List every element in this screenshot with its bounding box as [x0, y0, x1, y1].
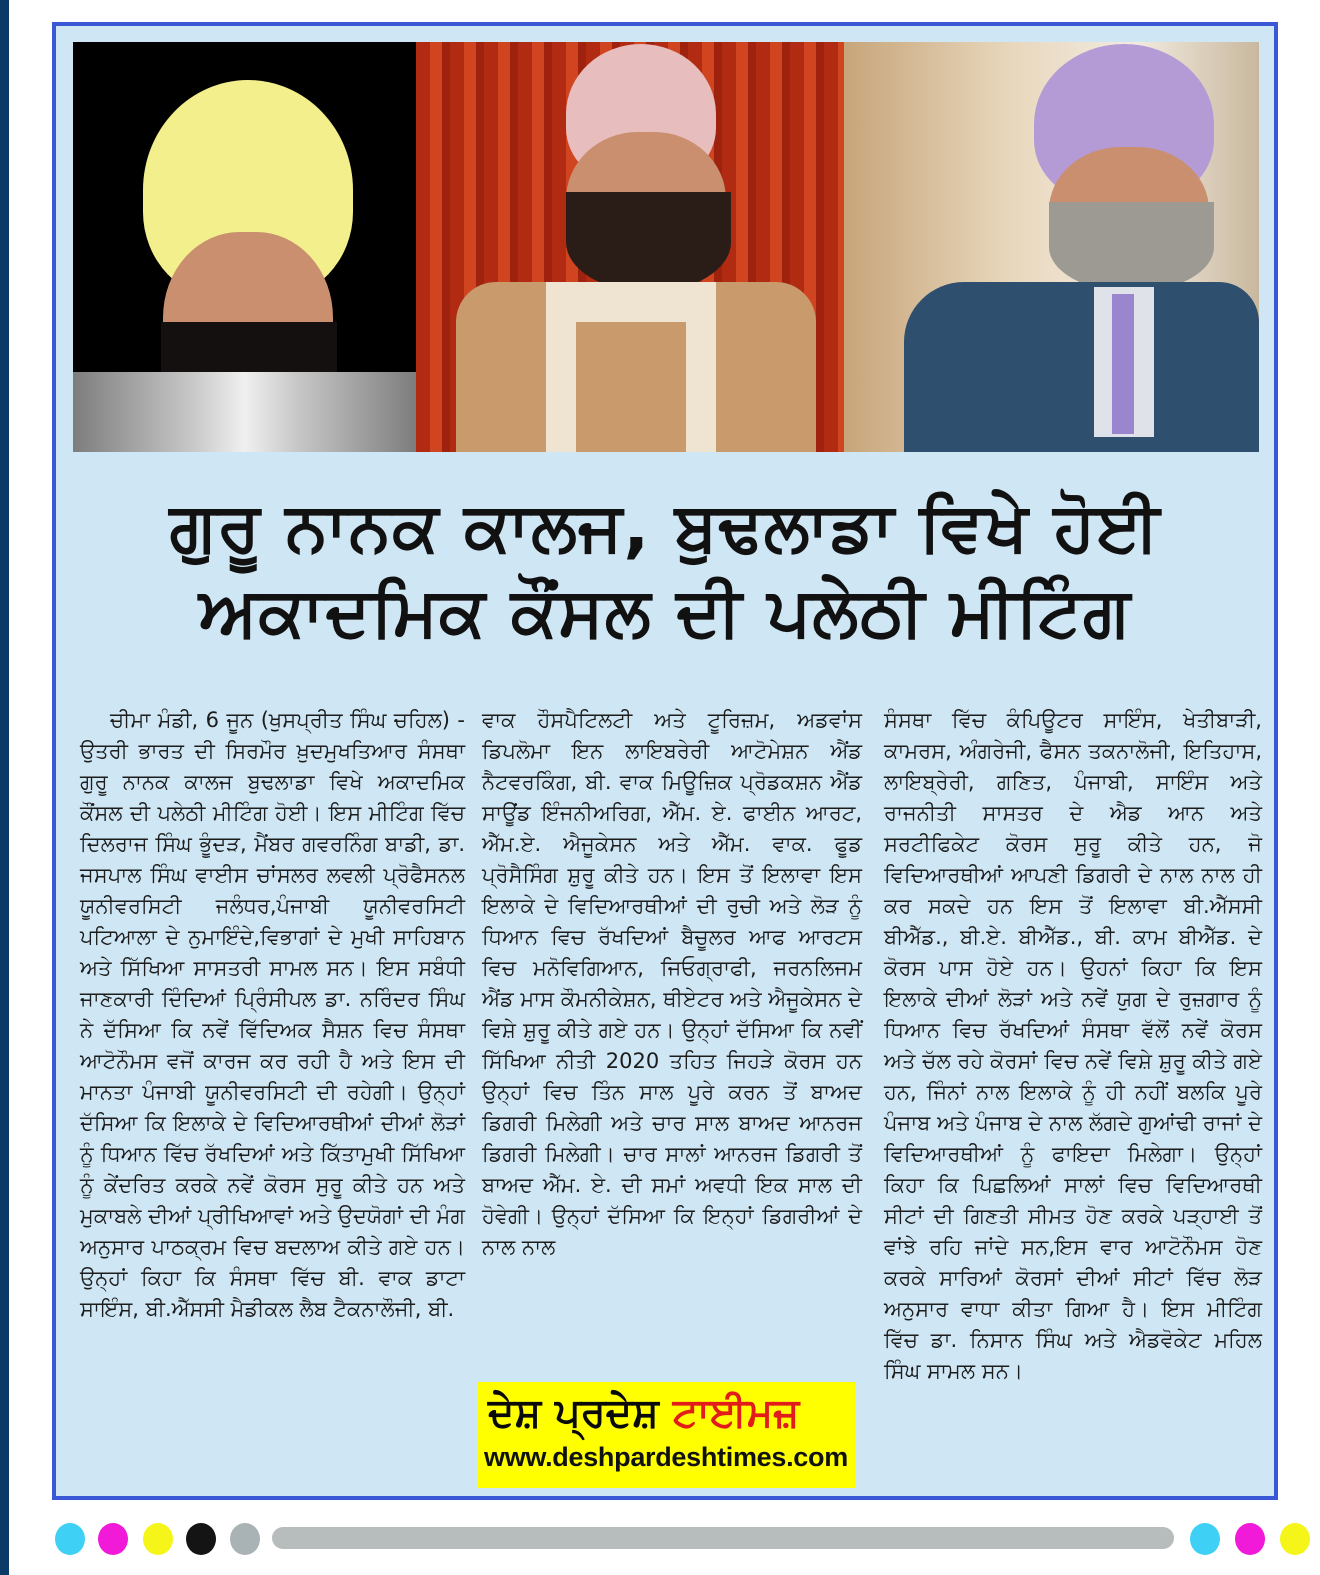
article-column-3 [884, 705, 1262, 1387]
registration-dot-cyan-right [1190, 1523, 1220, 1555]
registration-dot-yellow-right [1280, 1523, 1310, 1555]
logo-url: www.deshpardeshtimes.com [484, 1442, 848, 1472]
column-3-body: ਸੰਸਥਾ ਵਿੱਚ ਕੰਪਿਊਟਰ ਸਾਇੰਸ, ਖੇਤੀਬਾੜੀ, ਕਾਮਰਸ, ਅੰਗਰੇਜੀ, ਫੈਸਨ ਤਕਨਾਲੋਜੀ, ਇਤਿਹਾਸ, ਲਾਇਬ੍ਰੇਰੀ, ਗਣਿਤ, ਪੰਜਾਬੀ, ਸਾਇੰਸ ਅਤੇ ਰਾਜਨੀਤੀ ਸਾਸਤਰ ਦੇ ਐਡ ਆਨ ਅਤੇ ਸਰਟੀਫਿਕੇਟ ਕੋਰਸ ਸੁਰੂ ਕੀਤੇ ਹਨ, ਜੋ ਵਿਦਿਆਰਥੀਆਂ ਆਪਣੀ ਡਿਗਰੀ ਦੇ ਨਾਲ ਨਾਲ ਹੀ ਕਰ ਸਕਦੇ ਹਨ ਇਸ ਤੋਂ ਇਲਾਵਾ ਬੀ.ਐੱਸਸੀ ਬੀਐੱਡ., ਬੀ.ਏ. ਬੀਐੱਡ., ਬੀ. ਕਾਮ ਬੀਐੱਡ. ਦੇ ਕੋਰਸ ਪਾਸ ਹੋਏ ਹਨ। ਉਹਨਾਂ ਕਿਹਾ ਕਿ ਇਸ ਇਲਾਕੇ ਦੀਆਂ ਲੋੜਾਂ ਅਤੇ ਨਵੇਂ ਯੁਗ ਦੇ ਰੁਜ਼ਗਾਰ ਨੂੰ ਧਿਆਨ ਵਿਚ ਰੱਖਦਿਆਂ ਸੰਸਥਾ ਵੱਲੋਂ ਨਵੇਂ ਕੋਰਸ ਅਤੇ ਚੱਲ ਰਹੇ ਕੋਰਸਾਂ ਵਿਚ ਨਵੇਂ ਵਿਸ਼ੇ ਸ਼ੁਰੂ ਕੀਤੇ ਗਏ ਹਨ, ਜਿੰਨਾਂ ਨਾਲ ਇਲਾਕੇ ਨੂੰ ਹੀ ਨਹੀਂ ਬਲਕਿ ਪੂਰੇ ਪੰਜਾਬ ਅਤੇ ਪੰਜਾਬ ਦੇ ਨਾਲ ਲੱਗਦੇ ਗੁਆਂਢੀ ਰਾਜਾਂ ਦੇ ਵਿਦਿਆਰਥੀਆਂ ਨੂੰ ਫਾਇਦਾ ਮਿਲੇਗਾ। ਉਨ੍ਹਾਂ ਕਿਹਾ ਕਿ ਪਿਛਲਿਆਂ ਸਾਲਾਂ ਵਿਚ ਵਿਦਿਆਰਥੀ ਸੀਟਾਂ ਦੀ ਗਿਣਤੀ ਸੀਮਤ ਹੋਣ ਕਰਕੇ ਪੜ੍ਹਾਈ ਤੋਂ ਵਾਂਝੇ ਰਹਿ ਜਾਂਦੇ ਸਨ,ਇਸ ਵਾਰ ਆਟੋਨੌਮਸ ਹੋਣ ਕਰਕੇ ਸਾਰਿਆਂ ਕੋਰਸਾਂ ਦੀਆਂ ਸੀਟਾਂ ਵਿੱਚ ਲੋੜ ਅਨੁਸਾਰ ਵਾਧਾ ਕੀਤਾ ਗਿਆ ਹੈ। ਇਸ ਮੀਟਿੰਗ ਵਿੱਚ ਡਾ. ਨਿਸਾਨ ਸਿੰਘ ਅਤੇ ਐਡਵੋਕੇਟ ਮਹਿਲ ਸਿੰਘ ਸਾਮਲ ਸਨ। [884, 708, 1262, 1383]
registration-dot-yellow [143, 1523, 173, 1555]
column-2-body: ਵਾਕ ਹੌਸਪੈਟਿਲਟੀ ਅਤੇ ਟੂਰਿਜ਼ਮ, ਅਡਵਾਂਸ ਡਿਪਲੋਮਾ ਇਨ ਲਾਇਬਰੇਰੀ ਆਟੋਮੇਸ਼ਨ ਐਂਡ ਨੈਟਵਰਕਿੰਗ, ਬੀ. ਵਾਕ ਮਿਊਜ਼ਿਕ ਪ੍ਰੋਡਕਸ਼ਨ ਐਂਡ ਸਾਊਂਡ ਇੰਜਨੀਅਰਿਗ, ਐੱਮ. ਏ. ਫਾਈਨ ਆਰਟ, ਐੱਮ.ਏ. ਐਜੂਕੇਸਨ ਅਤੇ ਐੱਮ. ਵਾਕ. ਫੂਡ ਪ੍ਰੋਸੈਸਿੰਗ ਸ਼ੁਰੂ ਕੀਤੇ ਹਨ। ਇਸ ਤੋਂ ਇਲਾਵਾ ਇਸ ਇਲਾਕੇ ਦੇ ਵਿਦਿਆਰਥੀਆਂ ਦੀ ਰੁਚੀ ਅਤੇ ਲੋੜ ਨੂੰ ਧਿਆਨ ਵਿਚ ਰੱਖਦਿਆਂ ਬੈਚੂਲਰ ਆਫ ਆਰਟਸ ਵਿਚ ਮਨੋਵਿਗਿਆਨ, ਜਿਓਗ੍ਰਾਫੀ, ਜਰਨਲਿਜਮ ਐਂਡ ਮਾਸ ਕੌਮਨੀਕੇਸ਼ਨ, ਥੀਏਟਰ ਅਤੇ ਐਜੂਕੇਸਨ ਦੇ ਵਿਸ਼ੇ ਸ਼ੁਰੂ ਕੀਤੇ ਗਏ ਹਨ। ਉਨ੍ਹਾਂ ਦੱਸਿਆ ਕਿ ਨਵੀਂ ਸਿੱਖਿਆ ਨੀਤੀ 2020 ਤਹਿਤ ਜਿਹੜੇ ਕੋਰਸ ਹਨ ਉਨ੍ਹਾਂ ਵਿਚ ਤਿੰਨ ਸਾਲ ਪੂਰੇ ਕਰਨ ਤੋਂ ਬਾਅਦ ਡਿਗਰੀ ਮਿਲੇਗੀ ਅਤੇ ਚਾਰ ਸਾਲ ਬਾਅਦ ਆਨਰਜ ਡਿਗਰੀ ਮਿਲੇਗੀ। ਚਾਰ ਸਾਲਾਂ ਆਨਰਜ ਡਿਗਰੀ ਤੋਂ ਬਾਅਦ ਐੱਮ. ਏ. ਦੀ ਸਮਾਂ ਅਵਧੀ ਇਕ ਸਾਲ ਦੀ ਹੋਵੇਗੀ। ਉਨ੍ਹਾਂ ਦੱਸਿਆ ਕਿ ਇਨ੍ਹਾਂ ਡਿਗਰੀਆਂ ਦੇ ਨਾਲ ਨਾਲ [482, 708, 862, 1259]
headline [60, 488, 1270, 658]
column-1-body: ਉਤਰੀ ਭਾਰਤ ਦੀ ਸਿਰਮੌਰ ਖ਼ੁਦਮੁਖਤਿਆਰ ਸੰਸਥਾ ਗੁਰੂ ਨਾਨਕ ਕਾਲਜ ਬੁਢਲਾਡਾ ਵਿਖੇ ਅਕਾਦਮਿਕ ਕੌਂਸਲ ਦੀ ਪਲੇਠੀ ਮੀਟਿੰਗ ਹੋਈ। ਇਸ ਮੀਟਿੰਗ ਵਿੱਚ ਦਿਲਰਾਜ ਸਿੰਘ ਭੂੰਦੜ, ਮੈਂਬਰ ਗਵਰਨਿੰਗ ਬਾਡੀ, ਡਾ. ਜਸਪਾਲ ਸਿੰਘ ਵਾਈਸ ਚਾਂਸਲਰ ਲਵਲੀ ਪ੍ਰੋਫੈਸਨਲ ਯੂਨੀਵਰਸਿਟੀ ਜਲੰਧਰ,ਪੰਜਾਬੀ ਯੂਨੀਵਰਸਿਟੀ ਪਟਿਆਲਾ ਦੇ ਨੁਮਾਇੰਦੇ,ਵਿਭਾਗਾਂ ਦੇ ਮੁਖੀ ਸਾਹਿਬਾਨ ਅਤੇ ਸਿੱਖਿਆ ਸਾਸਤਰੀ ਸਾਮਲ ਸਨ। ਇਸ ਸਬੰਧੀ ਜਾਣਕਾਰੀ ਦਿੰਦਿਆਂ ਪ੍ਰਿੰਸੀਪਲ ਡਾ. ਨਰਿੰਦਰ ਸਿੰਘ ਨੇ ਦੱਸਿਆ ਕਿ ਨਵੇਂ ਵਿੱਦਿਅਕ ਸੈਸ਼ਨ ਵਿਚ ਸੰਸਥਾ ਆਟੋਨੌਮਸ ਵਜੋਂ ਕਾਰਜ ਕਰ ਰਹੀ ਹੈ ਅਤੇ ਇਸ ਦੀ ਮਾਨਤਾ ਪੰਜਾਬੀ ਯੂਨੀਵਰਸਿਟੀ ਦੀ ਰਹੇਗੀ। ਉਨ੍ਹਾਂ ਦੱਸਿਆ ਕਿ ਇਲਾਕੇ ਦੇ ਵਿਦਿਆਰਥੀਆਂ ਦੀਆਂ ਲੋੜਾਂ ਨੂੰ ਧਿਆਨ ਵਿੱਚ ਰੱਖਦਿਆਂ ਅਤੇ ਕਿੱਤਾਮੁਖੀ ਸਿੱਖਿਆ ਨੂੰ ਕੇਂਦਰਿਤ ਕਰਕੇ ਨਵੇਂ ਕੋਰਸ ਸੁਰੂ ਕੀਤੇ ਹਨ ਅਤੇ ਮੁਕਾਬਲੇ ਦੀਆਂ ਪ੍ਰੀਖਿਆਵਾਂ ਅਤੇ ਉਦਯੋਗਾਂ ਦੀ ਮੰਗ ਅਨੁਸਾਰ ਪਾਠਕ੍ਰਮ ਵਿਚ ਬਦਲਾਅ ਕੀਤੇ ਗਏ ਹਨ। ਉਨ੍ਹਾਂ ਕਿਹਾ ਕਿ ਸੰਸਥਾ ਵਿੱਚ ਬੀ. ਵਾਕ ਡਾਟਾ ਸਾਇੰਸ, ਬੀ.ਐੱਸਸੀ ਮੈਡੀਕਲ ਲੈਬ ਟੈਕਨਾਲੌਜੀ, ਬੀ. [80, 739, 465, 1321]
registration-dot-black [186, 1523, 216, 1555]
newspaper-logo [478, 1382, 856, 1488]
headline-line-2: ਅਕਾਦਮਿਕ ਕੌਂਸਲ ਦੀ ਪਲੇਠੀ ਮੀਟਿੰਗ [198, 573, 1132, 652]
article-column-1 [80, 705, 465, 1325]
headline-line-1: ਗੁਰੂ ਨਾਨਕ ਕਾਲਜ, ਬੁਢਲਾਡਾ ਵਿਖੇ ਹੋਈ [169, 488, 1161, 567]
registration-dot-gray [230, 1523, 260, 1555]
registration-dot-magenta-right [1235, 1523, 1265, 1555]
registration-dot-cyan [55, 1523, 85, 1555]
dateline: ਚੀਮਾ ਮੰਡੀ, 6 ਜੂਨ (ਖੁਸਪ੍ਰੀਤ ਸਿੰਘ ਚਹਿਲ) - [110, 708, 465, 732]
photo-pink-turban-man [416, 42, 844, 452]
registration-dot-magenta [98, 1523, 128, 1555]
photo-strip [73, 42, 1259, 452]
logo-title-black: ਦੇਸ਼ ਪ੍ਰਦੇਸ਼ [488, 1390, 673, 1436]
print-registration-marks [0, 1515, 1320, 1565]
registration-gray-bar [272, 1527, 1174, 1549]
adjacent-page-edge [1296, 0, 1320, 1575]
logo-title [488, 1388, 799, 1438]
article-column-2 [482, 705, 862, 1263]
page-edge-strip [0, 0, 9, 1575]
photo-lavender-turban-man [844, 42, 1259, 452]
photo-yellow-turban-man [73, 42, 416, 452]
logo-title-red: ਟਾਈਮਜ਼ [672, 1390, 800, 1436]
